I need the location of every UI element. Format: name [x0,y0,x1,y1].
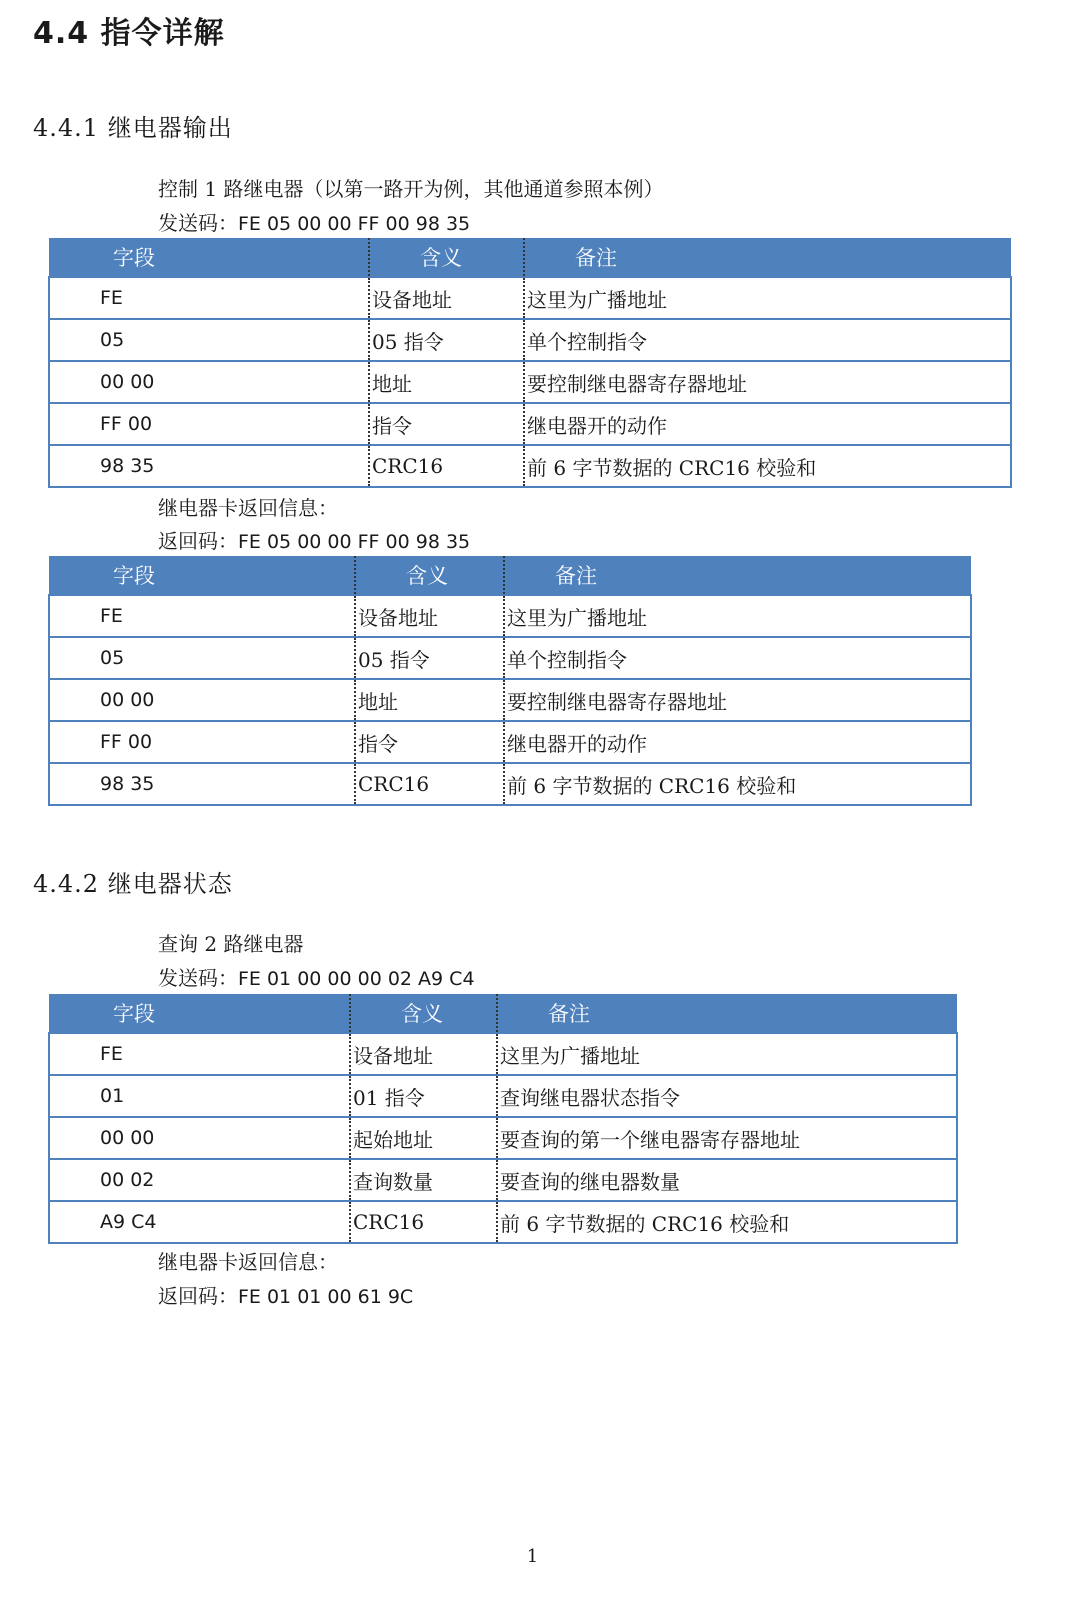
cell-field: FE [49,277,369,319]
table-row [49,763,971,805]
cell-field: FF 00 [49,721,355,763]
command-table-relay-output-return [48,556,972,806]
cell-remark: 这里为广播地址 [497,1033,957,1075]
header-remark: 备注 [504,556,971,595]
header-meaning: 含义 [355,556,504,595]
cell-remark: 继电器开的动作 [504,721,971,763]
table-row [49,721,971,763]
cell-field: 00 00 [49,1117,350,1159]
cell-field: 00 02 [49,1159,350,1201]
cell-meaning: 05 指令 [369,319,524,361]
page-number: 1 [526,1546,539,1567]
cell-meaning: 05 指令 [355,637,504,679]
cell-meaning: 设备地址 [350,1033,497,1075]
send-code-line [158,207,470,236]
table-header-row [49,238,1011,277]
table-row [49,403,1011,445]
table-row [49,1159,957,1201]
header-remark: 备注 [524,238,1011,277]
cell-meaning: 起始地址 [350,1117,497,1159]
cell-field: FE [49,1033,350,1075]
table-row [49,637,971,679]
return-code-label: 返回码： [158,529,238,553]
cell-meaning: CRC16 [350,1201,497,1243]
cell-field: 05 [49,637,355,679]
cell-remark: 要查询的第一个继电器寄存器地址 [497,1117,957,1159]
cell-remark: 查询继电器状态指令 [497,1075,957,1117]
cell-field: 00 00 [49,361,369,403]
table-row [49,445,1011,487]
table-row [49,679,971,721]
cell-field: 98 35 [49,763,355,805]
table-row [49,319,1011,361]
table-row [49,1075,957,1117]
return-code-line [158,1280,413,1309]
header-field: 字段 [49,238,369,277]
cell-field: 00 00 [49,679,355,721]
intro-text: 控制 1 路继电器（以第一路开为例，其他通道参照本例） [158,177,664,201]
return-info-text: 继电器卡返回信息： [158,1250,338,1274]
cell-remark: 这里为广播地址 [504,595,971,637]
cell-meaning: 地址 [355,679,504,721]
return-code-value: FE 05 00 00 FF 00 98 35 [238,531,471,553]
cell-remark: 前 6 字节数据的 CRC16 校验和 [524,445,1011,487]
cell-meaning: 设备地址 [369,277,524,319]
send-code-label: 发送码： [158,966,238,990]
cell-field: FE [49,595,355,637]
return-info-text: 继电器卡返回信息： [158,496,338,520]
header-field: 字段 [49,994,350,1033]
cell-meaning: 查询数量 [350,1159,497,1201]
page-title: 4.4 指令详解 [33,16,225,51]
header-meaning: 含义 [350,994,497,1033]
cell-remark: 要查询的继电器数量 [497,1159,957,1201]
section-heading-relay-status: 4.4.2 继电器状态 [33,870,233,898]
cell-meaning: 指令 [355,721,504,763]
cell-meaning: 地址 [369,361,524,403]
cell-meaning: 01 指令 [350,1075,497,1117]
cell-field: FF 00 [49,403,369,445]
command-table-relay-output-send [48,238,1012,488]
table-row [49,595,971,637]
cell-remark: 单个控制指令 [524,319,1011,361]
cell-remark: 要控制继电器寄存器地址 [524,361,1011,403]
table-row [49,277,1011,319]
cell-field: A9 C4 [49,1201,350,1243]
cell-field: 98 35 [49,445,369,487]
table-header-row [49,994,957,1033]
cell-meaning: 设备地址 [355,595,504,637]
send-code-line [158,962,475,991]
cell-field: 05 [49,319,369,361]
table-row [49,361,1011,403]
table-row [49,1201,957,1243]
table-header-row [49,556,971,595]
header-remark: 备注 [497,994,957,1033]
header-meaning: 含义 [369,238,524,277]
send-code-value: FE 05 00 00 FF 00 98 35 [238,213,471,235]
command-table-relay-status-send [48,994,958,1244]
table-row [49,1033,957,1075]
cell-remark: 单个控制指令 [504,637,971,679]
cell-remark: 前 6 字节数据的 CRC16 校验和 [504,763,971,805]
cell-remark: 继电器开的动作 [524,403,1011,445]
return-code-value: FE 01 01 00 61 9C [238,1286,414,1308]
send-code-value: FE 01 00 00 00 02 A9 C4 [238,968,475,990]
cell-meaning: CRC16 [369,445,524,487]
cell-meaning: CRC16 [355,763,504,805]
cell-remark: 前 6 字节数据的 CRC16 校验和 [497,1201,957,1243]
cell-field: 01 [49,1075,350,1117]
return-code-label: 返回码： [158,1284,238,1308]
cell-meaning: 指令 [369,403,524,445]
cell-remark: 要控制继电器寄存器地址 [504,679,971,721]
send-code-label: 发送码： [158,211,238,235]
section-heading-relay-output: 4.4.1 继电器输出 [33,114,233,142]
return-code-line [158,525,470,554]
cell-remark: 这里为广播地址 [524,277,1011,319]
header-field: 字段 [49,556,355,595]
table-row [49,1117,957,1159]
intro-text: 查询 2 路继电器 [158,932,304,956]
